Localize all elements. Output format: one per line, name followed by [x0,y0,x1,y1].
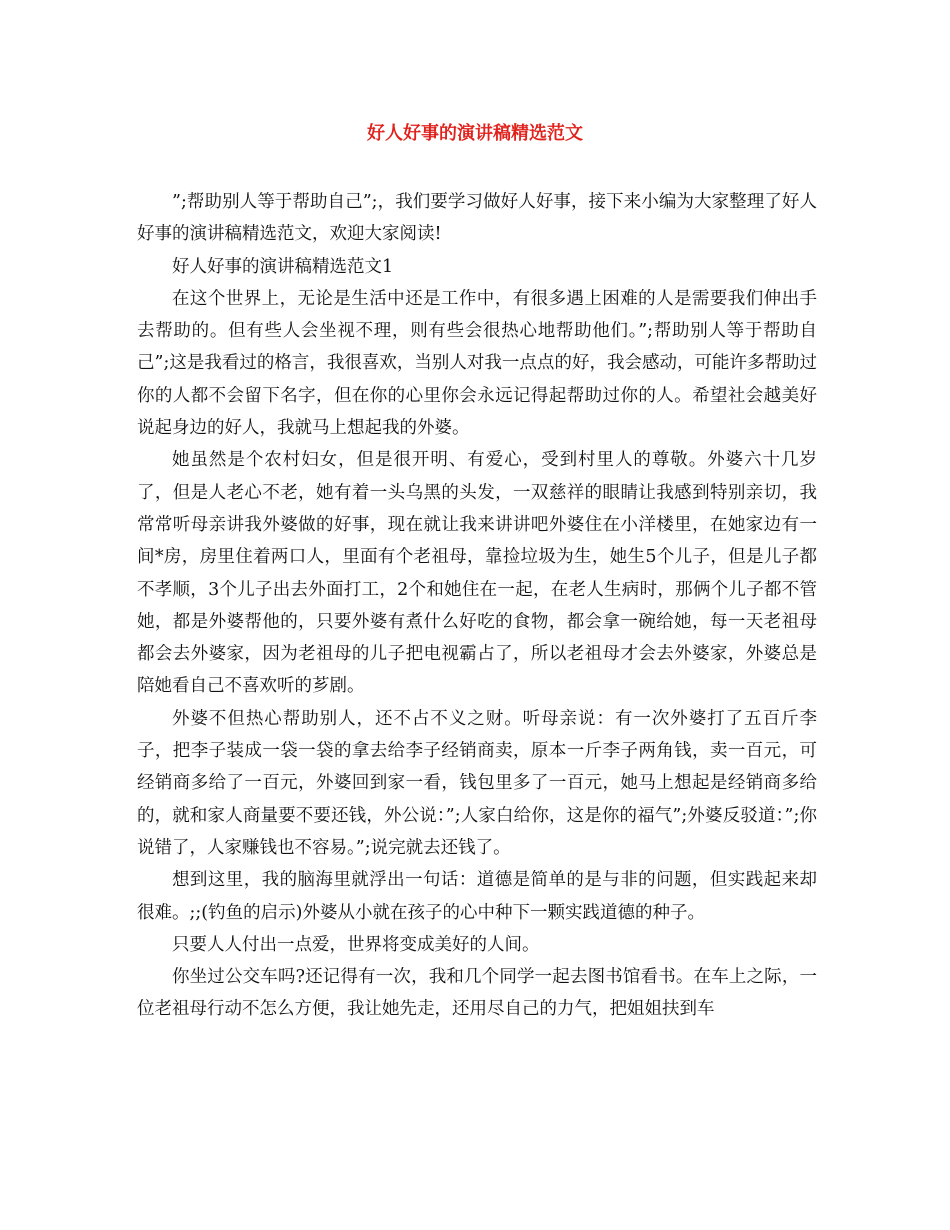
section-heading: 好人好事的演讲稿精选范文1 [172,256,394,277]
document-body [137,186,817,1026]
intro-paragraph: ”;帮助别人等于帮助自己”;，我们要学习做好人好事，接下来小编为大家整理了好人好事的演讲稿精选范文，欢迎大家阅读! [137,192,817,245]
body-paragraph: 在这个世界上，无论是生活中还是工作中，有很多遇上困难的人是需要我们伸出手去帮助的。但有些人会坐视不理，则有些会很热心地帮助他们。”;帮助别人等于帮助自己”;这是我看过的格言，我很喜欢，当别人对我一点点的好，我会感动，可能许多帮助过你的人都不会留下名字，但在你的心里你会永远记得起帮助过你的人。希望社会越美好说起身边的好人，我就马上想起我的外婆。 [137,288,817,439]
body-paragraph: 想到这里，我的脑海里就浮出一句话：道德是简单的是与非的问题，但实践起来却很难。;;(钓鱼的启示)外婆从小就在孩子的心中种下一颗实践道德的种子。 [137,870,817,923]
body-paragraph: 只要人人付出一点爱，世界将变成美好的人间。 [172,934,540,955]
body-paragraph: 外婆不但热心帮助别人，还不占不义之财。听母亲说：有一次外婆打了五百斤李子，把李子装成一袋一袋的拿去给李子经销商卖，原本一斤李子两角钱，卖一百元，可经销商多给了一百元，外婆回到家一看，钱包里多了一百元，她马上想起是经销商多给的，就和家人商量要不要还钱，外公说：”;人家白给你，这是你的福气”;外婆反驳道：”;你说错了，人家赚钱也不容易。”;说完就去还钱了。 [137,708,817,858]
page-title: 好人好事的演讲稿精选范文 [367,123,583,144]
body-paragraph: 你坐过公交车吗?还记得有一次，我和几个同学一起去图书馆看书。在车上之际，一位老祖母行动不怎么方便，我让她先走，还用尽自己的力气，把姐姐扶到车 [137,967,817,1020]
body-paragraph: 她虽然是个农村妇女，但是很开明、有爱心，受到村里人的尊敬。外婆六十几岁了，但是人老心不老，她有着一头乌黑的头发，一双慈祥的眼睛让我感到特别亲切，我常常听母亲讲我外婆做的好事，现在就让我来讲讲吧外婆住在小洋楼里，在她家边有一间*房，房里住着两口人，里面有个老祖母，靠捡垃圾为生，她生5个儿子，但是儿子都不孝顺，3个儿子出去外面打工，2个和她住在一起，在老人生病时，那俩个儿子都不管她，都是外婆帮他的，只要外婆有煮什么好吃的食物，都会拿一碗给她，每一天老祖母都会去外婆家，因为老祖母的儿子把电视霸占了，所以老祖母才会去外婆家，外婆总是陪她看自己不喜欢听的芗剧。 [137,450,817,697]
